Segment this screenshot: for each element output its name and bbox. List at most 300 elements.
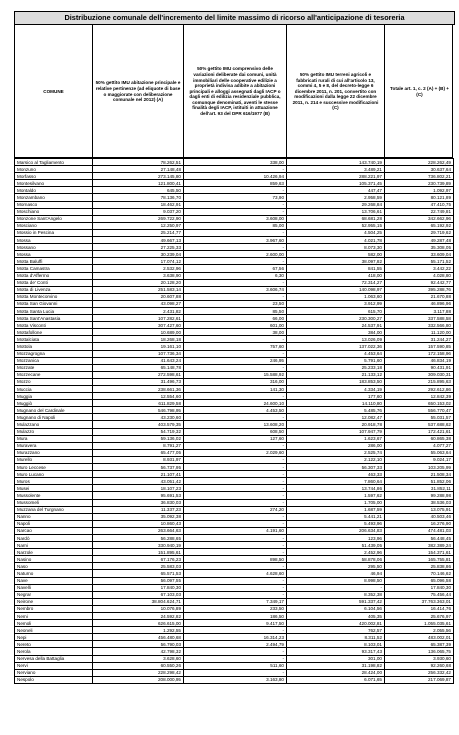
cell-col-c: 8.073,30 bbox=[287, 244, 385, 251]
cell-total: 29.719,62 bbox=[385, 229, 454, 236]
cell-col-c: 13.026,09 bbox=[287, 336, 385, 343]
cell-col-b: - bbox=[184, 485, 287, 492]
cell-total: 55.171,52 bbox=[385, 258, 454, 265]
cell-col-b: - bbox=[184, 520, 287, 527]
cell-col-c: 463,33 bbox=[287, 471, 385, 478]
table-row bbox=[15, 627, 454, 634]
table-row bbox=[15, 237, 454, 244]
cell-total: 92.442,77 bbox=[385, 279, 454, 286]
table-row bbox=[15, 428, 454, 435]
cell-col-b: - bbox=[184, 478, 287, 485]
cell-col-c: 123,96 bbox=[287, 534, 385, 541]
cell-col-b: 601,00 bbox=[184, 322, 287, 329]
cell-col-c: 72.314,27 bbox=[287, 279, 385, 286]
cell-col-c: 420.002,81 bbox=[287, 620, 385, 627]
cell-col-b: - bbox=[184, 187, 287, 194]
cell-col-c: 841,55 bbox=[287, 265, 385, 272]
cell-col-a: 59.136,02 bbox=[93, 435, 184, 442]
cell-col-c: 1.687,59 bbox=[287, 506, 385, 513]
cell-col-a: 24.592,82 bbox=[93, 613, 184, 620]
table-row bbox=[15, 258, 454, 265]
cell-col-c: 38.097,82 bbox=[287, 258, 385, 265]
cell-comune: Mossa bbox=[15, 237, 93, 244]
cell-col-a: 65.477,05 bbox=[93, 449, 184, 456]
table-row bbox=[15, 605, 454, 612]
cell-total: 17.840,30 bbox=[385, 584, 454, 591]
cell-comune: Mugnano di Napoli bbox=[15, 414, 93, 421]
cell-col-b: - bbox=[184, 471, 287, 478]
cell-col-a: 251.583,14 bbox=[93, 286, 184, 293]
cell-comune: Navelli bbox=[15, 584, 93, 591]
cell-col-a: 17.840,30 bbox=[93, 584, 184, 591]
table-row bbox=[15, 272, 454, 279]
cell-col-c: 762,57 bbox=[287, 627, 385, 634]
cell-col-a: 43.051,42 bbox=[93, 478, 184, 485]
cell-col-a: 18.462,91 bbox=[93, 201, 184, 208]
cell-col-a: 65.571,53 bbox=[93, 570, 184, 577]
cell-col-a: 1.292,55 bbox=[93, 627, 184, 634]
cell-col-c: 4.453,64 bbox=[287, 350, 385, 357]
cell-col-c: 206.634,83 bbox=[287, 527, 385, 534]
cell-col-a: 269.722,90 bbox=[93, 215, 184, 222]
table-row bbox=[15, 393, 454, 400]
cell-col-c: 301,00 bbox=[287, 655, 385, 662]
cell-col-c: 1.597,62 bbox=[287, 492, 385, 499]
cell-col-b: - bbox=[184, 577, 287, 584]
cell-comune: Motta Sant'Anastasia bbox=[15, 315, 93, 322]
cell-total: 75.456,44 bbox=[385, 591, 454, 598]
table-row bbox=[15, 279, 454, 286]
cell-col-a: 27.148,48 bbox=[93, 166, 184, 173]
cell-col-b: - bbox=[184, 201, 287, 208]
cell-total: 474.481,03 bbox=[385, 527, 454, 534]
cell-col-b: - bbox=[184, 279, 287, 286]
table-row bbox=[15, 293, 454, 300]
cell-total: 1.092,97 bbox=[385, 187, 454, 194]
cell-col-c: 140.098,97 bbox=[287, 286, 385, 293]
cell-total: 99.288,98 bbox=[385, 492, 454, 499]
cell-col-b: 2.029,60 bbox=[184, 449, 287, 456]
cell-col-c: 105.371,45 bbox=[287, 180, 385, 187]
cell-comune: Motta de' Conti bbox=[15, 279, 93, 286]
table-row bbox=[15, 300, 454, 307]
cell-comune: Nespolo bbox=[15, 676, 93, 683]
cell-col-a: 645,50 bbox=[93, 187, 184, 194]
table-row bbox=[15, 229, 454, 236]
cell-col-a: 2.431,82 bbox=[93, 307, 184, 314]
cell-comune: Neoneli bbox=[15, 627, 93, 634]
cell-comune: Muro Lucano bbox=[15, 471, 93, 478]
cell-total: 25.676,97 bbox=[385, 613, 454, 620]
cell-comune: Mozzo bbox=[15, 378, 93, 385]
cell-col-c: 31.198,82 bbox=[287, 662, 385, 669]
table-row bbox=[15, 442, 454, 449]
cell-total: 157.590,85 bbox=[385, 343, 454, 350]
cell-col-c: 5.485,76 bbox=[287, 407, 385, 414]
cell-comune: Motta d'Affermo bbox=[15, 272, 93, 279]
cell-col-c: 28.424,00 bbox=[287, 669, 385, 676]
cell-comune: Nervi bbox=[15, 662, 93, 669]
cell-col-b: - bbox=[184, 244, 287, 251]
cell-comune: Muccia bbox=[15, 386, 93, 393]
cell-total: 92.260,68 bbox=[385, 662, 454, 669]
cell-col-a: 35.092,38 bbox=[93, 513, 184, 520]
table-row bbox=[15, 655, 454, 662]
cell-col-b: 186,50 bbox=[184, 613, 287, 620]
table-row bbox=[15, 322, 454, 329]
cell-col-c: 447,47 bbox=[287, 187, 385, 194]
cell-col-a: 307.427,60 bbox=[93, 322, 184, 329]
cell-col-a: 12.554,60 bbox=[93, 393, 184, 400]
cell-total: 382.389,24 bbox=[385, 542, 454, 549]
table-row bbox=[15, 492, 454, 499]
cell-comune: Mugnano del Cardinale bbox=[15, 407, 93, 414]
cell-total: 228.262,49 bbox=[385, 159, 454, 166]
cell-col-c: 4.504,25 bbox=[287, 229, 385, 236]
cell-total: 337.588,58 bbox=[385, 315, 454, 322]
cell-col-c: 295,50 bbox=[287, 563, 385, 570]
cell-col-a: 56.737,95 bbox=[93, 464, 184, 471]
cell-comune: Moschiano bbox=[15, 208, 93, 215]
cell-col-c: 5.791,60 bbox=[287, 357, 385, 364]
cell-col-c: 7.860,64 bbox=[287, 478, 385, 485]
cell-col-c: 13.744,86 bbox=[287, 485, 385, 492]
cell-col-c: 384,00 bbox=[287, 329, 385, 336]
cell-col-a: 8.791,27 bbox=[93, 442, 184, 449]
cell-comune: Mozzate bbox=[15, 364, 93, 371]
table-row bbox=[15, 251, 454, 258]
cell-comune: Nanno bbox=[15, 513, 93, 520]
cell-col-c: 46,94 bbox=[287, 570, 385, 577]
cell-total: 3.117,88 bbox=[385, 307, 454, 314]
cell-col-c: - bbox=[287, 584, 385, 591]
cell-comune: Nemi bbox=[15, 613, 93, 620]
table-row bbox=[15, 435, 454, 442]
cell-total: 16.414,76 bbox=[385, 605, 454, 612]
cell-col-b: - bbox=[184, 258, 287, 265]
cell-col-a: 17.074,12 bbox=[93, 258, 184, 265]
cell-comune: Nardò bbox=[15, 534, 93, 541]
cell-total: 172.421,61 bbox=[385, 428, 454, 435]
cell-col-c: 6.104,56 bbox=[287, 605, 385, 612]
cell-comune: Motta San Giovanni bbox=[15, 300, 93, 307]
cell-total: 136.065,75 bbox=[385, 648, 454, 655]
table-row bbox=[15, 414, 454, 421]
cell-col-c: 52.955,15 bbox=[287, 222, 385, 229]
cell-col-c: 8.998,50 bbox=[287, 577, 385, 584]
cell-comune: Muros bbox=[15, 478, 93, 485]
cell-col-b: 6,30 bbox=[184, 272, 287, 279]
cell-comune: Muggia bbox=[15, 393, 93, 400]
cell-col-b: 898,50 bbox=[184, 556, 287, 563]
cell-col-b: 4.191,60 bbox=[184, 527, 287, 534]
cell-total: 33.609,04 bbox=[385, 251, 454, 258]
cell-comune: Monzuno bbox=[15, 166, 93, 173]
cell-total: 51.852,06 bbox=[385, 478, 454, 485]
cell-total: 25.838,86 bbox=[385, 563, 454, 570]
cell-comune: Motta Montecorvino bbox=[15, 293, 93, 300]
table-row bbox=[15, 357, 454, 364]
data-table bbox=[14, 158, 453, 684]
cell-total: 30.637,64 bbox=[385, 166, 454, 173]
cell-col-b: - bbox=[184, 584, 287, 591]
cell-total: 332.566,80 bbox=[385, 322, 454, 329]
cell-col-c: 8.103,01 bbox=[287, 641, 385, 648]
cell-col-a: 107.736,34 bbox=[93, 350, 184, 357]
table-row bbox=[15, 563, 454, 570]
cell-total: 55.063,64 bbox=[385, 449, 454, 456]
cell-total: 55.031,57 bbox=[385, 414, 454, 421]
cell-col-c: 107.947,79 bbox=[287, 428, 385, 435]
cell-col-b: 757,60 bbox=[184, 343, 287, 350]
cell-total: 65.387,39 bbox=[385, 641, 454, 648]
cell-comune: Narzole bbox=[15, 549, 93, 556]
cell-col-c: 418,00 bbox=[287, 272, 385, 279]
cell-comune: Nerviano bbox=[15, 669, 93, 676]
cell-col-b: 85,00 bbox=[184, 222, 287, 229]
cell-col-a: 2.532,96 bbox=[93, 265, 184, 272]
cell-col-b: 16.314,23 bbox=[184, 634, 287, 641]
cell-col-c: 1.063,60 bbox=[287, 293, 385, 300]
cell-col-b: 141,30 bbox=[184, 386, 287, 393]
cell-total: 2.055,56 bbox=[385, 627, 454, 634]
cell-comune: Motta Baluffi bbox=[15, 258, 93, 265]
table-row bbox=[15, 194, 454, 201]
cell-col-b: 127,60 bbox=[184, 435, 287, 442]
cell-col-c: 137.022,36 bbox=[287, 343, 385, 350]
cell-col-a: 60.550,26 bbox=[93, 662, 184, 669]
cell-col-c: 25.233,18 bbox=[287, 364, 385, 371]
cell-col-a: 38.804.624,71 bbox=[93, 598, 184, 605]
cell-comune: Motta Camastra bbox=[15, 265, 93, 272]
cell-col-c: 20.918,78 bbox=[287, 421, 385, 428]
table-row bbox=[15, 187, 454, 194]
cell-comune: Mulazzo bbox=[15, 428, 93, 435]
cell-total: 12.842,39 bbox=[385, 393, 454, 400]
cell-col-a: 95.691,53 bbox=[93, 492, 184, 499]
table-row bbox=[15, 386, 454, 393]
cell-col-c: 615,70 bbox=[287, 307, 385, 314]
cell-col-b: 13.608,20 bbox=[184, 421, 287, 428]
cell-total: 21.508,34 bbox=[385, 471, 454, 478]
cell-comune: Nasino bbox=[15, 556, 93, 563]
cell-col-a: 403.579,35 bbox=[93, 421, 184, 428]
cell-col-a: 3.638,90 bbox=[93, 272, 184, 279]
header-comune: COMUNE bbox=[15, 25, 93, 158]
cell-col-a: 54.719,32 bbox=[93, 428, 184, 435]
cell-col-c: 288.221,97 bbox=[287, 173, 385, 180]
cell-comune: Narcao bbox=[15, 527, 93, 534]
table-row bbox=[15, 542, 454, 549]
cell-col-c: 8.311,52 bbox=[287, 634, 385, 641]
cell-col-b: - bbox=[184, 549, 287, 556]
table-row bbox=[15, 315, 454, 322]
cell-col-b: - bbox=[184, 208, 287, 215]
cell-col-a: 41.643,24 bbox=[93, 357, 184, 364]
cell-col-c: 286,00 bbox=[287, 442, 385, 449]
table-row bbox=[15, 471, 454, 478]
cell-col-b: 73,90 bbox=[184, 194, 287, 201]
cell-col-a: 12.250,97 bbox=[93, 222, 184, 229]
cell-total: 37.763.363,01 bbox=[385, 598, 454, 605]
cell-col-a: 49.667,13 bbox=[93, 237, 184, 244]
cell-col-a: 20.128,20 bbox=[93, 279, 184, 286]
cell-total: 1.055.035,61 bbox=[385, 620, 454, 627]
cell-col-c: 1.705,00 bbox=[287, 499, 385, 506]
cell-total: 395.288,76 bbox=[385, 286, 454, 293]
cell-comune: Mornasco bbox=[15, 201, 93, 208]
cell-col-c: 3.489,21 bbox=[287, 166, 385, 173]
table-row bbox=[15, 513, 454, 520]
table-row bbox=[15, 634, 454, 641]
table-row bbox=[15, 534, 454, 541]
table-row bbox=[15, 598, 454, 605]
cell-col-c: 5.493,96 bbox=[287, 520, 385, 527]
cell-comune: Naso bbox=[15, 563, 93, 570]
cell-comune: Monzambano bbox=[15, 194, 93, 201]
cell-col-c: 58.878,06 bbox=[287, 556, 385, 563]
cell-col-c: 24.537,91 bbox=[287, 322, 385, 329]
cell-col-a: 65.148,78 bbox=[93, 364, 184, 371]
cell-col-b: - bbox=[184, 414, 287, 421]
cell-comune: Nervesa della Battaglia bbox=[15, 655, 93, 662]
table-row bbox=[15, 400, 454, 407]
cell-comune: Nave bbox=[15, 577, 93, 584]
table-row bbox=[15, 506, 454, 513]
cell-col-b: 85,50 bbox=[184, 307, 287, 314]
cell-total: 4.028,80 bbox=[385, 272, 454, 279]
cell-comune: Muravera bbox=[15, 442, 93, 449]
cell-comune: Nepi bbox=[15, 634, 93, 641]
header-col-c: 50% gettito IMU terreni agricoli e fabbricati rurali di cui all'articolo 13, commi 4, 5 e 8, del decreto-legge 6 dicembre 2011, n. 201, convertito con modificazioni dalla legge 22 dicembre 2011, n. 214 e successive modificazioni (C) bbox=[287, 25, 385, 158]
cell-col-b: - bbox=[184, 499, 287, 506]
header-col-total: Totale art. 1, c. 2 (A) + (B) + (C) bbox=[390, 85, 449, 97]
cell-col-a: 43.098,27 bbox=[93, 300, 184, 307]
cell-comune: Mottafollone bbox=[15, 329, 93, 336]
cell-total: 342.662,96 bbox=[385, 215, 454, 222]
cell-col-b: 7.349,17 bbox=[184, 598, 287, 605]
cell-col-a: 10.076,89 bbox=[93, 605, 184, 612]
cell-col-a: 546.798,95 bbox=[93, 407, 184, 414]
cell-comune: Montesilvano bbox=[15, 180, 93, 187]
cell-col-b: 9.417,50 bbox=[184, 620, 287, 627]
cell-col-a: 18.107,23 bbox=[93, 485, 184, 492]
cell-total: 38.536,03 bbox=[385, 499, 454, 506]
cell-col-a: 19.161,10 bbox=[93, 343, 184, 350]
cell-comune: Nereto bbox=[15, 641, 93, 648]
cell-col-a: 36.830,03 bbox=[93, 499, 184, 506]
cell-col-b: 3.608,00 bbox=[184, 215, 287, 222]
cell-col-b: 316,00 bbox=[184, 378, 287, 385]
cell-comune: Mozzagrogna bbox=[15, 350, 93, 357]
cell-col-a: 121.800,41 bbox=[93, 180, 184, 187]
cell-col-a: 9.037,20 bbox=[93, 208, 184, 215]
cell-comune: Nerola bbox=[15, 648, 93, 655]
cell-comune: Mussomeli bbox=[15, 499, 93, 506]
cell-comune: Muzzana del Turgnano bbox=[15, 506, 93, 513]
cell-total: 60.865,38 bbox=[385, 435, 454, 442]
cell-total: 11.120,00 bbox=[385, 329, 454, 336]
table-row bbox=[15, 215, 454, 222]
cell-total: 650.153,02 bbox=[385, 400, 454, 407]
cell-col-a: 18.268,18 bbox=[93, 336, 184, 343]
table-row bbox=[15, 201, 454, 208]
cell-col-b: 246,95 bbox=[184, 357, 287, 364]
cell-col-a: 456.480,68 bbox=[93, 634, 184, 641]
header-col-b: 50% gettito IMU comprensivo delle variazioni deliberate dai comuni, unità immobiliari delle cooperative edilizie a proprietà indivisa adibite a abitazioni principali e alloggi assegnati dagli IACP o dagli enti di edilizia residenziale pubblica, comunque denominati, aventi le stesse finalità degli IACP, istituiti in attuazione dell'art. 93 del DPR 616/1977 (B) bbox=[184, 25, 287, 158]
cell-total: 21.670,88 bbox=[385, 293, 454, 300]
cell-col-a: 56.097,55 bbox=[93, 577, 184, 584]
cell-col-a: 8.931,97 bbox=[93, 456, 184, 463]
cell-col-b: 23,50 bbox=[184, 300, 287, 307]
table-row bbox=[15, 456, 454, 463]
cell-col-b: - bbox=[184, 364, 287, 371]
cell-comune: Motta di Livenza bbox=[15, 286, 93, 293]
cell-comune: Mossio in Pescina bbox=[15, 229, 93, 236]
cell-col-b: - bbox=[184, 591, 287, 598]
cell-comune: Murello bbox=[15, 456, 93, 463]
cell-total: 103.205,99 bbox=[385, 464, 454, 471]
table-row bbox=[15, 180, 454, 187]
table-row bbox=[15, 648, 454, 655]
cell-total: 230.739,89 bbox=[385, 180, 454, 187]
cell-col-a: 238.661,36 bbox=[93, 386, 184, 393]
table-row bbox=[15, 556, 454, 563]
cell-col-b: 2.494,79 bbox=[184, 641, 287, 648]
cell-col-b: 274,20 bbox=[184, 506, 287, 513]
header-col-a: 50% gettito IMU abitazione principale e relative pertinenze (ad eliquote di base o maggiorate con deliberazione comunale nel 2012) (A) bbox=[93, 25, 184, 158]
cell-col-a: 3.628,60 bbox=[93, 655, 184, 662]
cell-col-b: 10.426,94 bbox=[184, 173, 287, 180]
cell-comune: Mura bbox=[15, 435, 93, 442]
table-row bbox=[15, 329, 454, 336]
cell-col-c: 8.352,38 bbox=[287, 591, 385, 598]
cell-col-c: 6.071,65 bbox=[287, 676, 385, 683]
cell-comune: Neirone bbox=[15, 598, 93, 605]
cell-col-c: 143.740,19 bbox=[287, 159, 385, 166]
cell-col-a: 10.689,00 bbox=[93, 329, 184, 336]
cell-col-a: 25.583,03 bbox=[93, 563, 184, 570]
cell-total: 46.834,19 bbox=[385, 357, 454, 364]
cell-comune: Mosciano bbox=[15, 222, 93, 229]
table-row bbox=[15, 676, 454, 683]
cell-col-a: 67.176,23 bbox=[93, 556, 184, 563]
cell-col-b: - bbox=[184, 627, 287, 634]
cell-col-c: 21.133,12 bbox=[287, 371, 385, 378]
cell-col-a: 67.103,03 bbox=[93, 591, 184, 598]
table-row bbox=[15, 449, 454, 456]
cell-comune: Motta Visconti bbox=[15, 322, 93, 329]
cell-col-b: - bbox=[184, 563, 287, 570]
table-row bbox=[15, 570, 454, 577]
cell-col-a: 208.000,95 bbox=[93, 676, 184, 683]
cell-col-b: 2.600,00 bbox=[184, 251, 287, 258]
cell-col-a: 43.230,60 bbox=[93, 414, 184, 421]
table-row bbox=[15, 549, 454, 556]
cell-total: 217.069,87 bbox=[385, 676, 454, 683]
cell-col-b: 338,00 bbox=[184, 159, 287, 166]
cell-col-c: 2.122,10 bbox=[287, 456, 385, 463]
cell-col-b: - bbox=[184, 293, 287, 300]
cell-comune: Morfasso bbox=[15, 173, 93, 180]
cell-col-c: 12.082,47 bbox=[287, 414, 385, 421]
cell-col-a: 107.282,61 bbox=[93, 315, 184, 322]
cell-col-b: - bbox=[184, 648, 287, 655]
cell-col-b: 38,00 bbox=[184, 329, 287, 336]
cell-col-a: 11.337,23 bbox=[93, 506, 184, 513]
cell-comune: Monzone Sant'Angelo bbox=[15, 215, 93, 222]
cell-comune: Nemoli bbox=[15, 620, 93, 627]
